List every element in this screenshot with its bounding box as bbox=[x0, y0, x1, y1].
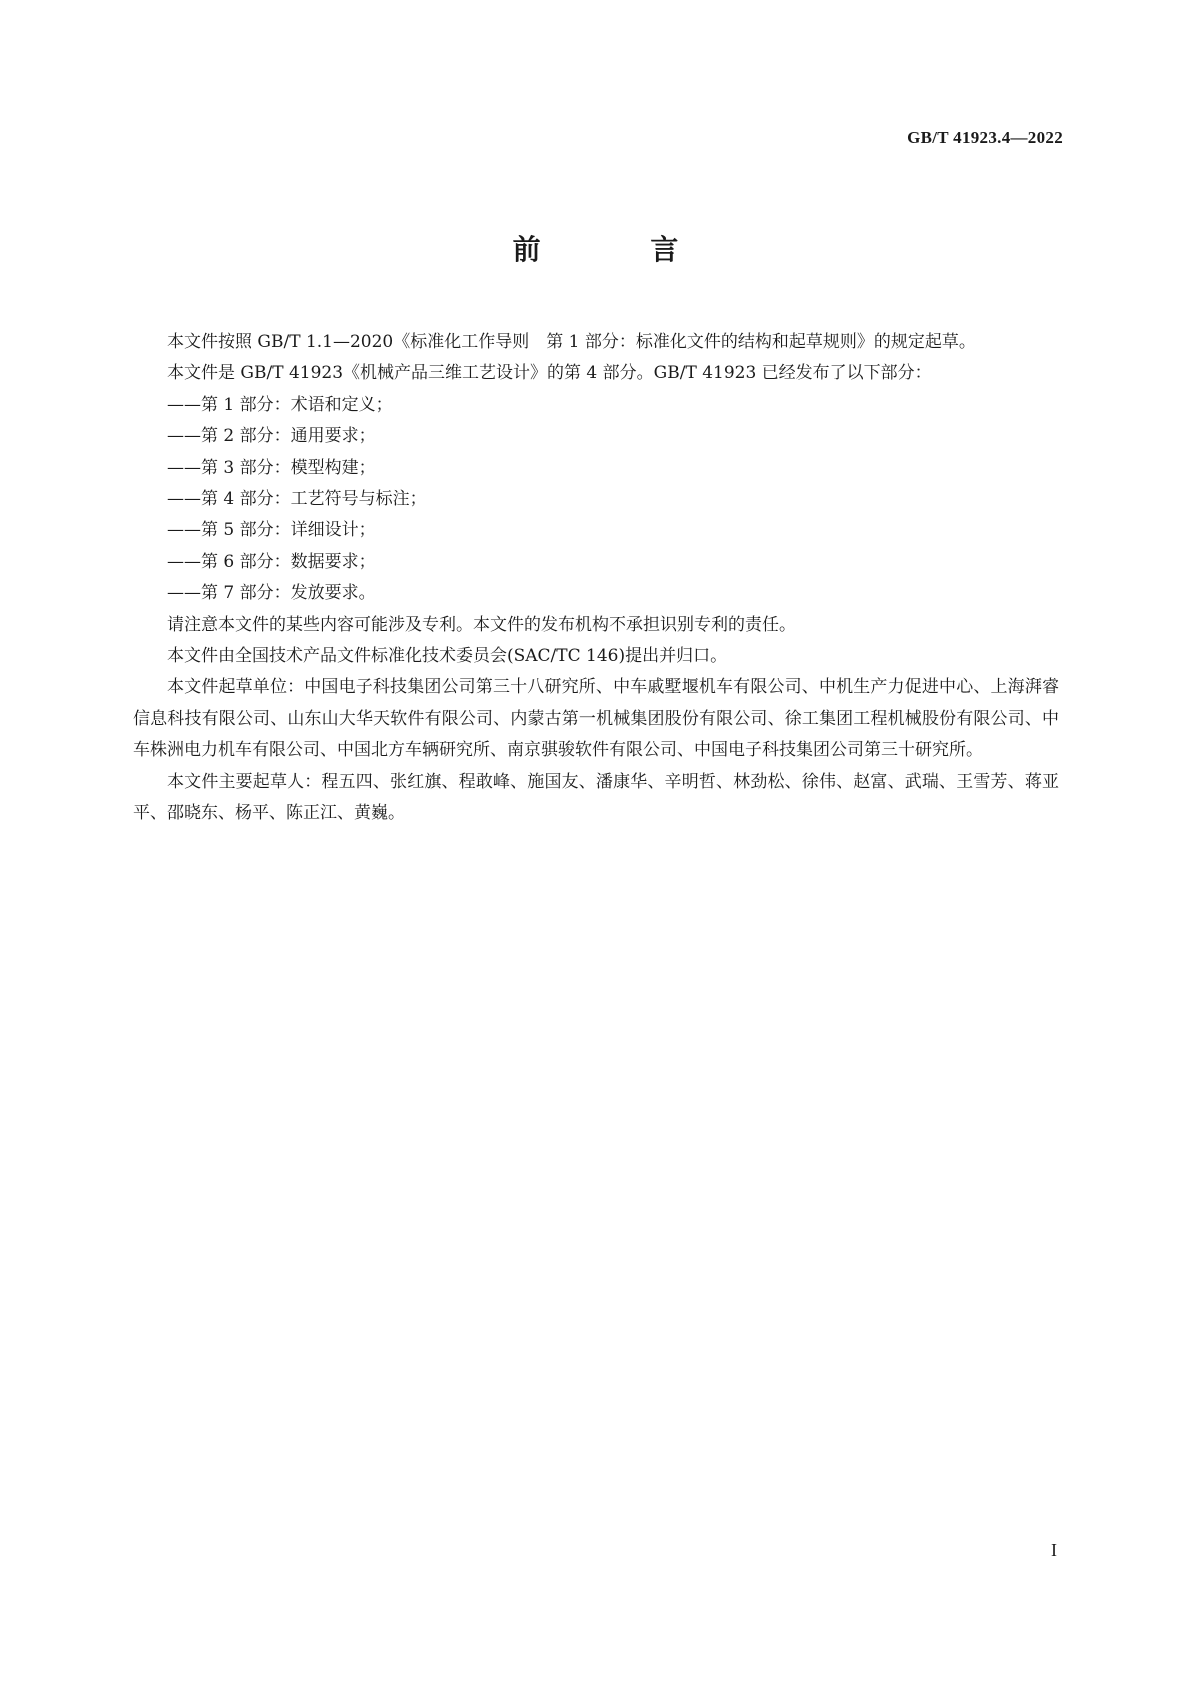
list-item: ——第 2 部分：通用要求； bbox=[167, 426, 376, 447]
page-number: I bbox=[1051, 1540, 1057, 1560]
list-item: ——第 6 部分：数据要求； bbox=[167, 551, 376, 572]
list-item: ——第 4 部分：工艺符号与标注； bbox=[167, 489, 427, 510]
paragraph-drafting-units: 本文件起草单位：中国电子科技集团公司第三十八研究所、中车戚墅堰机车有限公司、中机生产力促进中心、上海湃睿信息科技有限公司、山东山大华天软件有限公司、内蒙古第一机械集团股份有限公司、徐工集团工程机械股份有限公司、中车株洲电力机车有限公司、中国北方车辆研究所、南京骐骏软件有限公司、中国电子科技集团公司第三十研究所。 bbox=[133, 677, 1059, 761]
paragraph-drafters: 本文件主要起草人：程五四、张红旗、程敢峰、施国友、潘康华、辛明哲、林劲松、徐伟、赵富、武瑞、王雪芳、蒋亚平、邵晓东、杨平、陈正江、黄巍。 bbox=[133, 771, 1059, 824]
paragraph-committee: 本文件由全国技术产品文件标准化技术委员会(SAC/TC 146)提出并归口。 bbox=[167, 646, 728, 667]
list-item: ——第 1 部分：术语和定义； bbox=[167, 394, 393, 415]
list-item: ——第 3 部分：模型构建； bbox=[167, 457, 376, 478]
page-title: 前 言 bbox=[512, 233, 729, 266]
standard-code: GB/T 41923.4—2022 bbox=[907, 128, 1063, 147]
list-item: ——第 5 部分：详细设计； bbox=[167, 520, 376, 541]
list-item: ——第 7 部分：发放要求。 bbox=[167, 583, 376, 604]
paragraph-drafting-rules: 本文件按照 GB/T 1.1—2020《标准化工作导则 第 1 部分：标准化文件的结构和起草规则》的规定起草。 bbox=[167, 332, 976, 352]
foreword-body bbox=[133, 327, 1059, 830]
paragraph-standard-parts-intro: 本文件是 GB/T 41923《机械产品三维工艺设计》的第 4 部分。GB/T 41923 已经发布了以下部分： bbox=[167, 363, 932, 384]
paragraph-patent-notice: 请注意本文件的某些内容可能涉及专利。本文件的发布机构不承担识别专利的责任。 bbox=[167, 614, 796, 635]
